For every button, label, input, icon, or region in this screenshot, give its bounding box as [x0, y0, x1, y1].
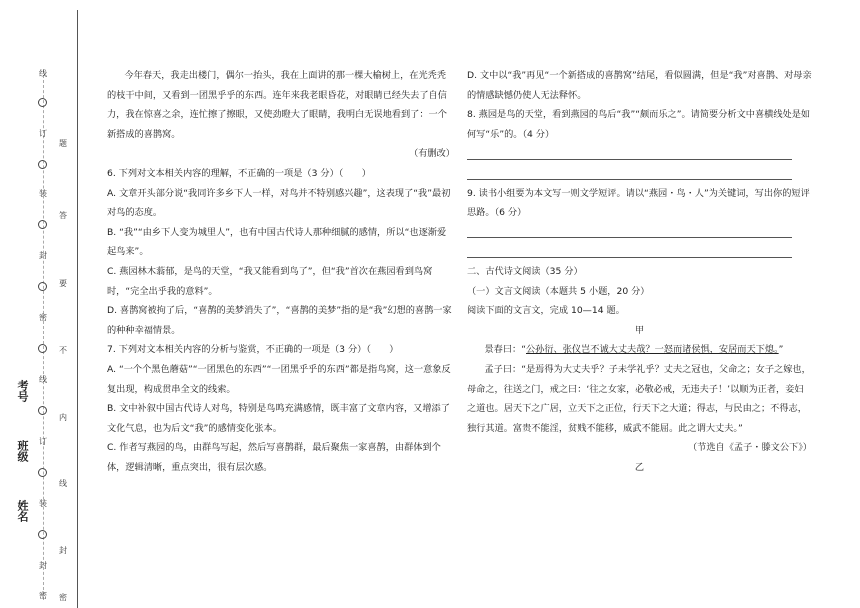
question-7-option-b: B. 文中补叙中国古代诗人对鸟，特别是鸟鸣充满感情，既丰富了文章内容，又增添了文化气息，也为后文“我”的感情变化张本。: [107, 403, 450, 434]
question-6: 6. 下列对文本相关内容的理解，不正确的一项是（3 分）（ ）: [107, 167, 371, 179]
seal-circle: [38, 98, 47, 107]
question-7: 7. 下列对文本相关内容的分析与鉴赏，不正确的一项是（3 分）（ ）: [107, 344, 399, 356]
notice-char: 线: [59, 479, 67, 488]
seal-char: 订: [39, 437, 47, 446]
answer-line[interactable]: [467, 144, 812, 164]
notice-char: 答: [59, 211, 67, 220]
notice-char: 题: [59, 139, 67, 148]
seal-char: 线: [39, 375, 47, 384]
class-label: 班级: [16, 440, 29, 462]
seal-circle: [38, 468, 47, 477]
jingchun-paragraph: [467, 340, 812, 360]
mengzi-paragraph: 孟子曰：“是焉得为大丈夫乎？子未学礼乎？丈夫之冠也，父命之；女子之嫁也，母命之，往送之门，戒之曰：‘往之女家，必敬必戒，无违夫子！’以顺为正者，妾妇之道也。居天下之广居，立天下之正位，行天下之大道；得志，与民由之；不得志，独行其道。富贵不能淫，贫贱不能移，威武不能屈。此之谓大丈夫。”: [467, 363, 811, 434]
subsection-heading: （一）文言文阅读（本题共 5 小题，20 分）: [467, 285, 650, 297]
notice-char: 不: [59, 346, 67, 355]
question-8: 8. 燕园是鸟的天堂，看到燕园的鸟后“我”“颇而乐之”。请简要分析文中喜横线处是如何写“乐”的。（4 分）: [467, 109, 811, 140]
notice-char: 内: [59, 413, 67, 422]
question-7-option-d: D. 文中以“我”再见“一个新搭成的喜鹊窝”结尾，看似圆满，但是“我”对喜鹊、对母亲的情感缺憾仍使人无法释怀。: [467, 70, 812, 101]
seal-char: 密: [39, 591, 47, 600]
question-6-option-c: C. 燕园林木蓊郁，是鸟的天堂，“我又能看到鸟了”，但“我”首次在燕园看到鸟窝时，“完全出乎我的意料”。: [107, 265, 433, 297]
answer-line[interactable]: [467, 223, 812, 243]
seal-char: 订: [39, 129, 47, 138]
source-citation: （节选自《孟子・滕文公下》）: [687, 442, 812, 454]
right-column: [467, 66, 812, 477]
left-column: [107, 66, 455, 477]
exam-number-label: 考号: [16, 380, 29, 402]
passage-paragraph: 今年春天，我走出楼门，偶尔一抬头，我在上面讲的那一棵大榆树上，在光秃秃的枝干中间，又看到一团黑乎乎的东西。连年来我老眼昏花，对眼睛已经失去了自信力，我在惊喜之余，连忙擦了擦眼，又使劲瞪大了眼睛，我明白无误地看到了：一个新搭成的喜鹊窝。: [107, 70, 447, 140]
binding-line: [77, 10, 78, 608]
source-note: （有删改）: [409, 148, 455, 160]
seal-char: 密: [39, 313, 47, 322]
seal-circle: [38, 530, 47, 539]
seal-circle: [38, 220, 47, 229]
seal-circle: [38, 282, 47, 291]
seal-char: 封: [39, 251, 47, 260]
answer-line[interactable]: [467, 164, 812, 184]
seal-dashed-line: [43, 70, 44, 600]
name-label: 姓名: [16, 500, 29, 522]
answer-line[interactable]: [467, 242, 812, 262]
seal-circle: [38, 406, 47, 415]
question-7-option-c: C. 作者写燕园的鸟，由群鸟写起，然后写喜鹊群，最后聚焦一家喜鹊，由群体到个体，逻辑清晰，重点突出，很有层次感。: [107, 442, 441, 473]
binding-margin: [0, 0, 86, 608]
question-6-option-d: D. 喜鹊窝被拘了后，“喜鹊的美梦消失了”，“喜鹊的美梦”指的是“我”幻想的喜鹊一家的种种幸福情景。: [107, 305, 452, 336]
jingchun-suffix: ”: [778, 344, 784, 356]
seal-circle: [38, 160, 47, 169]
notice-char: 封: [59, 546, 67, 555]
seal-circle: [38, 344, 47, 353]
seal-char: 装: [39, 189, 47, 198]
question-6-option-b: B. “我”“由乡下人变为城里人”，也有中国古代诗人那种细腻的感情，所以“也逐渐爱起鸟来”。: [107, 226, 447, 258]
section-2-heading: 二、古代诗文阅读（35 分）: [467, 265, 583, 277]
text-yi-heading: 乙: [634, 461, 645, 473]
seal-char: 封: [39, 561, 47, 570]
notice-char: 密: [59, 593, 67, 602]
seal-char: 线: [39, 69, 47, 78]
jingchun-prefix: 景春曰：“: [484, 344, 526, 356]
text-jia-heading: 甲: [634, 324, 645, 336]
notice-char: 要: [59, 279, 67, 288]
question-9: 9. 读书小组要为本文写一则文学短评。请以“燕园・鸟・人”为关键词，写出你的短评思路。（6 分）: [467, 187, 810, 219]
reading-instructions: 阅读下面的文言文，完成 10—14 题。: [467, 305, 625, 317]
question-6-option-a: A. 文章开头部分说“我同许多乡下人一样，对鸟并不特别感兴趣”，这表现了“我”最初对鸟的态度。: [107, 187, 451, 219]
question-7-option-a: A. “一个个黑色蘑菇”“一团黑色的东西”“一团黑乎乎的东西”都是指鸟窝，这一意象反复出现，构成贯串全文的线索。: [107, 363, 451, 395]
underlined-sentence: 公孙衍、张仪岂不诚大丈夫哉？一怒而诸侯惧，安居而天下熄。: [525, 344, 779, 356]
seal-char: 装: [39, 499, 47, 508]
